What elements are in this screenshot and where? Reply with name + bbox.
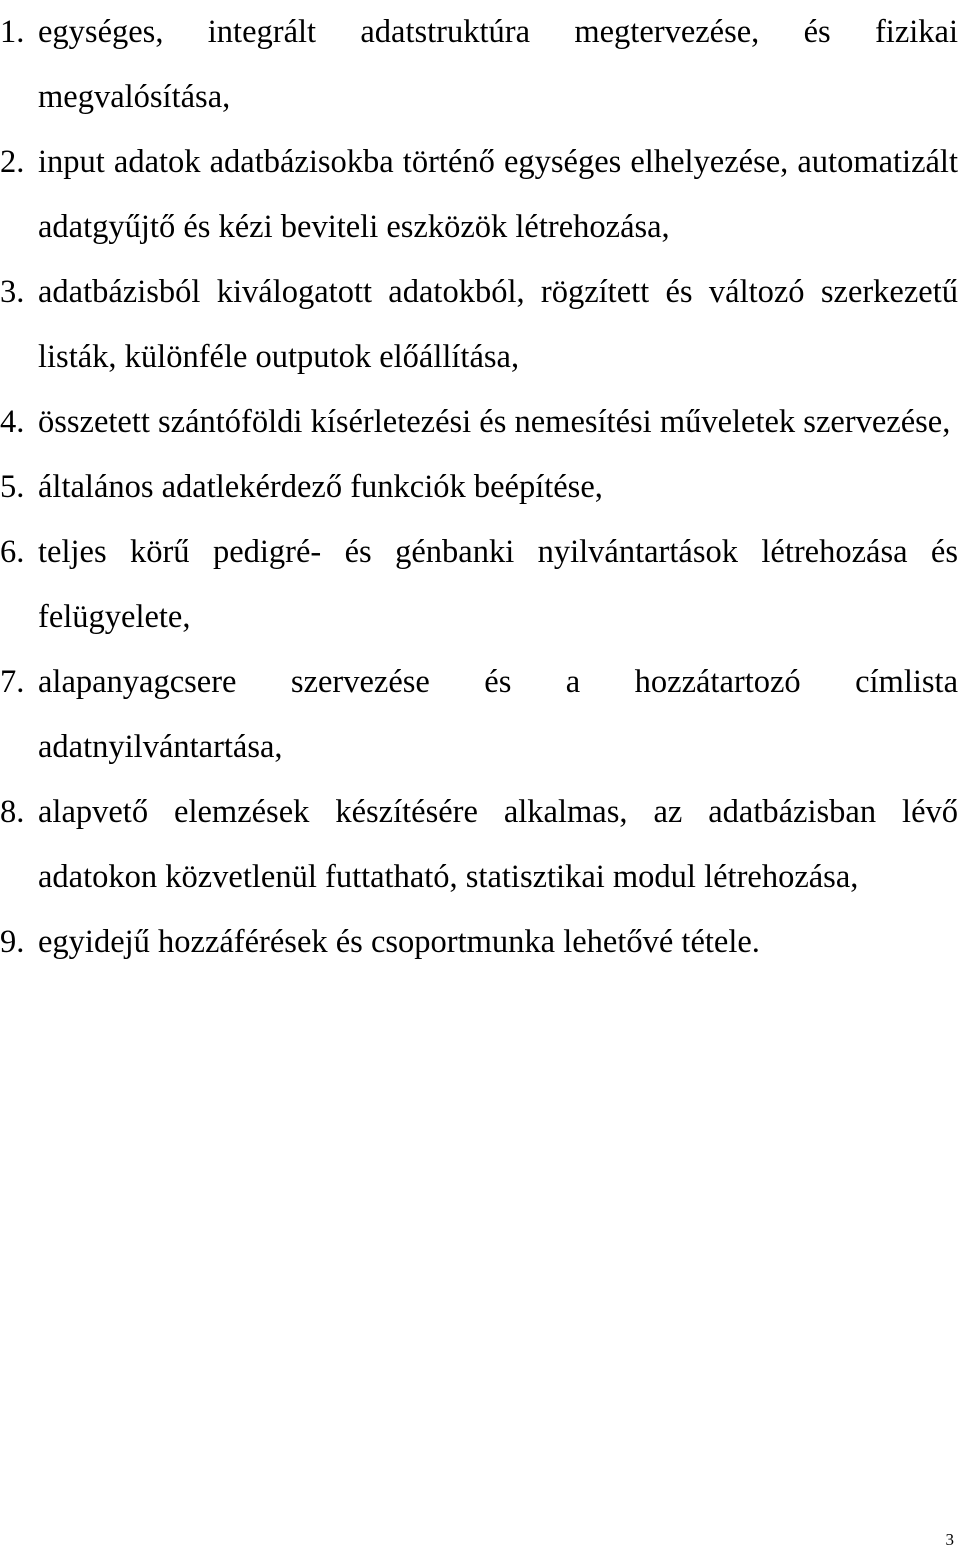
list-item-text: input adatok adatbázisokba történő egységes elhelyezése, automatizált adatgyűjtő és kézi beviteli eszközök létrehozása, [38,144,958,245]
list-item-number: 1. [0,14,25,50]
list-item-number: 4. [0,404,25,440]
list-item-text: alapanyagcsere szervezése és a hozzátartozó címlista adatnyilvántartása, [38,664,958,765]
list-item [0,650,958,780]
list-item [0,260,958,390]
list-item-number: 2. [0,144,25,180]
list-item [0,130,958,260]
list-item-text: általános adatlekérdező funkciók beépítése, [38,469,603,505]
list-item [0,520,958,650]
list-item-text: egységes, integrált adatstruktúra megtervezése, és fizikai megvalósítása, [38,14,958,115]
list-item-text: adatbázisból kiválogatott adatokból, rögzített és változó szerkezetű listák, különféle outputok előállítása, [38,274,958,375]
list-item [0,0,958,130]
list-item-number: 5. [0,469,25,505]
list-item-number: 7. [0,664,25,700]
list-item-number: 8. [0,794,25,830]
list-item [0,780,958,910]
list-item-number: 3. [0,274,25,310]
list-item [0,455,958,520]
list-item-text: teljes körű pedigré- és génbanki nyilvántartások létrehozása és felügyelete, [38,534,958,635]
list-item-text: összetett szántóföldi kísérletezési és nemesítési műveletek szervezése, [38,404,951,440]
list-item-text: egyidejű hozzáférések és csoportmunka lehetővé tétele. [38,924,760,960]
list-item-number: 6. [0,534,25,570]
list-item-number: 9. [0,924,25,960]
list-item [0,910,958,975]
list-item [0,390,958,455]
list-item-text: alapvető elemzések készítésére alkalmas, az adatbázisban lévő adatokon közvetlenül futtatható, statisztikai modul létrehozása, [38,794,958,895]
page-number: 3 [945,1530,954,1549]
